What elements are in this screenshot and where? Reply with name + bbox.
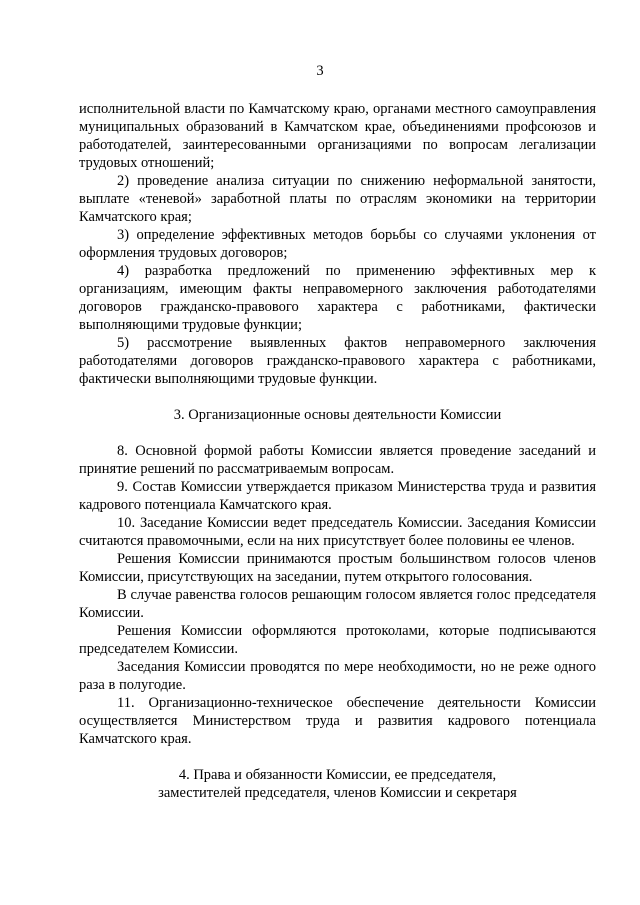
clause-11: 11. Организационно-техническое обеспечение деятельности Комиссии осуществляется Министерством труда и развития кадрового потенциала Камчатского края. (79, 695, 596, 747)
clause-10-tie-vote: В случае равенства голосов решающим голосом является голос председателя Комиссии. (79, 587, 596, 621)
paragraph-continuation: исполнительной власти по Камчатскому краю, органами местного самоуправления муниципальных образований в Камчатском крае, объединениями профсоюзов и работодателей, заинтересованными организациями по вопросам легализации трудовых отношений; (79, 101, 596, 171)
clause-10-frequency: Заседания Комиссии проводятся по мере необходимости, но не реже одного раза в полугодие. (79, 659, 596, 693)
clause-10: 10. Заседание Комиссии ведет председатель Комиссии. Заседания Комиссии считаются правомочными, если на них присутствует более половины ее членов. (79, 515, 596, 549)
document-body (79, 100, 596, 802)
list-item-2: 2) проведение анализа ситуации по снижению неформальной занятости, выплате «теневой» заработной платы по отраслям экономики на территории Камчатского края; (79, 173, 596, 225)
spacer (79, 424, 596, 442)
spacer (79, 748, 596, 766)
clause-10-protocols: Решения Комиссии оформляются протоколами, которые подписываются председателем Комиссии. (79, 623, 596, 657)
list-item-5: 5) рассмотрение выявленных фактов неправомерного заключения работодателями договоров гражданско-правового характера с работниками, фактически выполняющими трудовые функции. (79, 335, 596, 387)
section-4-heading-line-1: 4. Права и обязанности Комиссии, ее председателя, (178, 767, 497, 783)
spacer (79, 388, 596, 406)
clause-9: 9. Состав Комиссии утверждается приказом Министерства труда и развития кадрового потенциала Камчатского края. (79, 479, 596, 513)
section-4-heading-line-2: заместителей председателя, членов Комиссии и секретаря (158, 785, 517, 801)
list-item-3: 3) определение эффективных методов борьбы со случаями уклонения от оформления трудовых договоров; (79, 227, 596, 261)
clause-10-decisions: Решения Комиссии принимаются простым большинством голосов членов Комиссии, присутствующих на заседании, путем открытого голосования. (79, 551, 596, 585)
section-3-heading: 3. Организационные основы деятельности Комиссии (173, 407, 502, 423)
list-item-4: 4) разработка предложений по применению эффективных мер к организациям, имеющим факты неправомерного заключения работодателями договоров гражданско-правового характера с работниками, фактически выполняющими трудовые функции; (79, 263, 596, 333)
page-number: 3 (316, 63, 324, 79)
clause-8: 8. Основной формой работы Комиссии является проведение заседаний и принятие решений по рассматриваемым вопросам. (79, 443, 596, 477)
